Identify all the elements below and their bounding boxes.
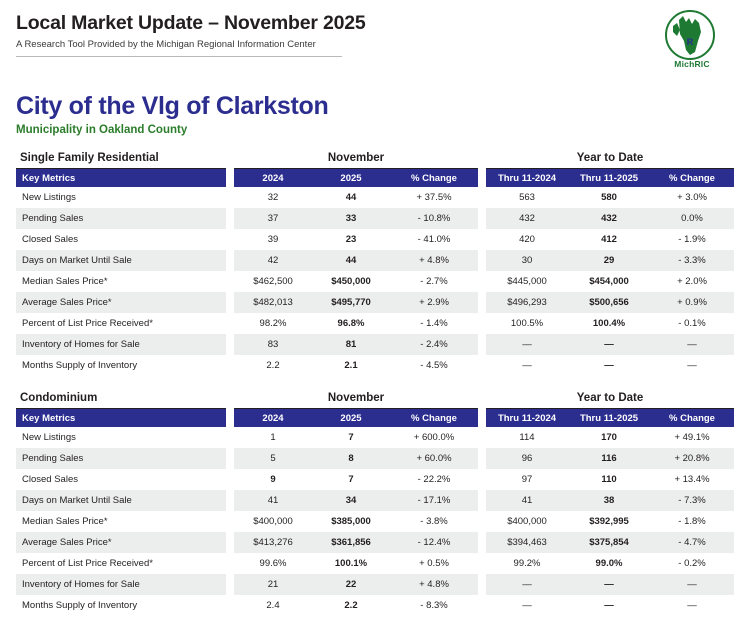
cell-ytd-change: — bbox=[687, 600, 697, 611]
table-row bbox=[16, 229, 734, 250]
cell-ytd-current: 432 bbox=[568, 208, 650, 229]
col-month-pct-change: % Change bbox=[390, 169, 478, 188]
table-row bbox=[16, 250, 734, 271]
cell-month-current: 81 bbox=[312, 334, 390, 355]
cell-month-prior: 32 bbox=[267, 192, 279, 203]
cell-ytd-prior: 30 bbox=[486, 250, 568, 271]
cell-month-prior: 42 bbox=[234, 250, 312, 271]
table-row bbox=[16, 448, 734, 469]
col-key-metrics: Key Metrics bbox=[16, 409, 226, 428]
cell-ytd-prior: $445,000 bbox=[507, 276, 547, 287]
metrics-table bbox=[16, 152, 734, 376]
cell-month-change: + 4.8% bbox=[390, 250, 478, 271]
cell-ytd-change: 0.0% bbox=[650, 208, 734, 229]
table-row bbox=[16, 292, 734, 313]
cell-month-current: $495,770 bbox=[312, 292, 390, 313]
row-label: Average Sales Price* bbox=[16, 292, 226, 313]
area-description: Municipality in Oakland County bbox=[16, 124, 188, 136]
spacer bbox=[226, 187, 234, 208]
table-row bbox=[16, 334, 734, 355]
cell-month-change: - 2.7% bbox=[420, 276, 448, 287]
spacer bbox=[478, 271, 486, 292]
svg-text:R: R bbox=[686, 37, 694, 47]
spacer bbox=[478, 292, 486, 313]
table-row bbox=[16, 271, 734, 292]
group-header-month: November bbox=[234, 392, 478, 409]
cell-ytd-prior: — bbox=[522, 600, 532, 611]
cell-month-change: - 41.0% bbox=[417, 234, 451, 245]
spacer bbox=[226, 392, 234, 409]
cell-ytd-change: + 3.0% bbox=[677, 192, 707, 203]
spacer bbox=[478, 313, 486, 334]
spacer bbox=[226, 292, 234, 313]
cell-month-current: 44 bbox=[312, 250, 390, 271]
row-label: New Listings bbox=[22, 432, 76, 443]
col-key-metrics: Key Metrics bbox=[16, 169, 226, 188]
cell-ytd-current: 99.0% bbox=[595, 558, 623, 569]
spacer bbox=[478, 334, 486, 355]
spacer bbox=[478, 469, 486, 490]
spacer bbox=[226, 313, 234, 334]
spacer bbox=[226, 334, 234, 355]
row-label: Closed Sales bbox=[22, 234, 78, 245]
spacer bbox=[226, 355, 234, 376]
cell-ytd-change: + 13.4% bbox=[674, 474, 710, 485]
cell-ytd-current: — bbox=[568, 574, 650, 595]
cell-month-change: - 4.5% bbox=[420, 360, 448, 371]
area-name: City of the Vlg of Clarkston bbox=[16, 92, 329, 120]
cell-ytd-prior: 420 bbox=[519, 234, 535, 245]
table-row bbox=[16, 187, 734, 208]
table-row bbox=[16, 532, 734, 553]
cell-ytd-current: 29 bbox=[568, 250, 650, 271]
cell-ytd-current: — bbox=[604, 600, 614, 611]
spacer bbox=[478, 532, 486, 553]
section-title: Condominium bbox=[16, 392, 226, 409]
cell-month-change: - 1.4% bbox=[420, 318, 448, 329]
cell-month-change: + 0.5% bbox=[419, 558, 449, 569]
cell-month-change: + 60.0% bbox=[390, 448, 478, 469]
col-month-current: 2025 bbox=[312, 169, 390, 188]
cell-ytd-current: $375,854 bbox=[568, 532, 650, 553]
cell-month-current: 96.8% bbox=[337, 318, 365, 329]
cell-ytd-change: - 1.9% bbox=[678, 234, 706, 245]
col-month-current: 2025 bbox=[312, 409, 390, 428]
table-block-single-family bbox=[16, 152, 734, 376]
table-row bbox=[16, 208, 734, 229]
col-month-prior: 2024 bbox=[234, 169, 312, 188]
row-label: Closed Sales bbox=[22, 474, 78, 485]
spacer bbox=[478, 553, 486, 574]
page-title: Local Market Update – November 2025 bbox=[16, 12, 366, 34]
cell-month-prior: $400,000 bbox=[253, 516, 293, 527]
cell-ytd-current: 100.4% bbox=[592, 318, 626, 329]
spacer bbox=[226, 532, 234, 553]
cell-month-change: - 2.4% bbox=[390, 334, 478, 355]
cell-month-prior: 5 bbox=[234, 448, 312, 469]
cell-month-prior: 21 bbox=[234, 574, 312, 595]
col-month-pct-change: % Change bbox=[390, 409, 478, 428]
row-label: Days on Market Until Sale bbox=[16, 490, 226, 511]
spacer bbox=[226, 469, 234, 490]
cell-month-prior: 39 bbox=[267, 234, 279, 245]
row-label: Inventory of Homes for Sale bbox=[16, 334, 226, 355]
cell-ytd-prior: 97 bbox=[521, 474, 533, 485]
key-metrics-row bbox=[16, 409, 734, 428]
cell-ytd-change: - 0.2% bbox=[678, 558, 706, 569]
spacer bbox=[226, 553, 234, 574]
logo-label: MichRIC bbox=[674, 59, 710, 69]
table-row bbox=[16, 595, 734, 616]
cell-ytd-prior: 100.5% bbox=[510, 318, 544, 329]
cell-month-change: - 17.1% bbox=[390, 490, 478, 511]
section-title: Single Family Residential bbox=[16, 152, 226, 169]
table-block-condominium bbox=[16, 392, 734, 616]
cell-month-prior: 99.6% bbox=[259, 558, 287, 569]
cell-month-prior: 37 bbox=[234, 208, 312, 229]
group-header-month: November bbox=[234, 152, 478, 169]
row-label: Average Sales Price* bbox=[16, 532, 226, 553]
cell-month-current: $450,000 bbox=[331, 276, 371, 287]
cell-month-current: 2.2 bbox=[344, 600, 358, 611]
spacer bbox=[226, 152, 234, 169]
spacer bbox=[226, 250, 234, 271]
cell-month-current: 2.1 bbox=[344, 360, 358, 371]
cell-month-change: + 2.9% bbox=[390, 292, 478, 313]
cell-ytd-change: - 4.7% bbox=[650, 532, 734, 553]
row-label: Pending Sales bbox=[16, 208, 226, 229]
cell-month-prior: $482,013 bbox=[234, 292, 312, 313]
spacer bbox=[478, 448, 486, 469]
cell-ytd-prior: 114 bbox=[519, 432, 535, 443]
cell-ytd-prior: $400,000 bbox=[507, 516, 547, 527]
col-ytd-pct-change: % Change bbox=[650, 169, 734, 188]
header-divider bbox=[16, 56, 342, 57]
row-label: Days on Market Until Sale bbox=[16, 250, 226, 271]
cell-month-current: 33 bbox=[312, 208, 390, 229]
table-row bbox=[16, 313, 734, 334]
spacer bbox=[478, 152, 486, 169]
spacer bbox=[478, 187, 486, 208]
table-row bbox=[16, 511, 734, 532]
cell-month-current: 8 bbox=[312, 448, 390, 469]
cell-ytd-current: 110 bbox=[601, 474, 617, 485]
cell-month-prior: 2.4 bbox=[266, 600, 280, 611]
cell-ytd-change: + 0.9% bbox=[650, 292, 734, 313]
spacer bbox=[478, 208, 486, 229]
cell-month-current: 23 bbox=[345, 234, 357, 245]
spacer bbox=[478, 595, 486, 616]
spacer bbox=[478, 355, 486, 376]
cell-month-change: - 8.3% bbox=[420, 600, 448, 611]
key-metrics-row bbox=[16, 169, 734, 188]
cell-month-prior: $413,276 bbox=[234, 532, 312, 553]
cell-month-current: 34 bbox=[312, 490, 390, 511]
cell-month-change: + 37.5% bbox=[416, 192, 452, 203]
row-label: Pending Sales bbox=[16, 448, 226, 469]
group-header-ytd: Year to Date bbox=[486, 392, 734, 409]
cell-ytd-change: — bbox=[650, 574, 734, 595]
row-label: Inventory of Homes for Sale bbox=[16, 574, 226, 595]
col-ytd-current: Thru 11-2025 bbox=[568, 169, 650, 188]
cell-ytd-current: — bbox=[604, 360, 614, 371]
row-label: Percent of List Price Received* bbox=[22, 318, 153, 329]
cell-month-change: + 600.0% bbox=[413, 432, 455, 443]
cell-month-current: $361,856 bbox=[312, 532, 390, 553]
cell-month-change: - 22.2% bbox=[417, 474, 451, 485]
spacer bbox=[226, 427, 234, 448]
cell-ytd-current: 170 bbox=[601, 432, 617, 443]
col-ytd-prior: Thru 11-2024 bbox=[486, 169, 568, 188]
cell-ytd-change: - 0.1% bbox=[678, 318, 706, 329]
row-label: Percent of List Price Received* bbox=[22, 558, 153, 569]
cell-ytd-prior: 41 bbox=[486, 490, 568, 511]
spacer bbox=[478, 229, 486, 250]
cell-ytd-change: — bbox=[687, 360, 697, 371]
cell-month-prior: 9 bbox=[270, 474, 276, 485]
spacer bbox=[478, 511, 486, 532]
cell-month-current: 22 bbox=[312, 574, 390, 595]
cell-month-prior: 1 bbox=[270, 432, 276, 443]
cell-month-change: - 3.8% bbox=[420, 516, 448, 527]
spacer bbox=[478, 490, 486, 511]
cell-ytd-current: $454,000 bbox=[589, 276, 629, 287]
row-label: Months Supply of Inventory bbox=[22, 360, 138, 371]
table-row bbox=[16, 355, 734, 376]
spacer bbox=[226, 409, 234, 428]
spacer bbox=[478, 169, 486, 188]
spacer bbox=[226, 229, 234, 250]
cell-ytd-change: — bbox=[650, 334, 734, 355]
cell-ytd-current: 412 bbox=[601, 234, 617, 245]
cell-ytd-prior: 96 bbox=[486, 448, 568, 469]
spacer bbox=[478, 392, 486, 409]
row-label: Median Sales Price* bbox=[22, 276, 108, 287]
cell-ytd-change: + 2.0% bbox=[677, 276, 707, 287]
col-ytd-pct-change: % Change bbox=[650, 409, 734, 428]
cell-month-change: + 4.8% bbox=[390, 574, 478, 595]
spacer bbox=[478, 427, 486, 448]
spacer bbox=[226, 208, 234, 229]
cell-month-change: - 10.8% bbox=[390, 208, 478, 229]
table-row bbox=[16, 553, 734, 574]
table-header-row bbox=[16, 392, 734, 409]
cell-ytd-prior: 563 bbox=[519, 192, 535, 203]
cell-ytd-current: 38 bbox=[568, 490, 650, 511]
spacer bbox=[226, 595, 234, 616]
col-ytd-current: Thru 11-2025 bbox=[568, 409, 650, 428]
group-header-ytd: Year to Date bbox=[486, 152, 734, 169]
table-row bbox=[16, 574, 734, 595]
cell-month-prior: 41 bbox=[234, 490, 312, 511]
cell-month-prior: $462,500 bbox=[253, 276, 293, 287]
row-label: Median Sales Price* bbox=[22, 516, 108, 527]
spacer bbox=[478, 250, 486, 271]
cell-ytd-current: $392,995 bbox=[589, 516, 629, 527]
table-row bbox=[16, 427, 734, 448]
cell-ytd-current: $500,656 bbox=[568, 292, 650, 313]
cell-month-prior: 83 bbox=[234, 334, 312, 355]
cell-month-prior: 98.2% bbox=[259, 318, 287, 329]
col-ytd-prior: Thru 11-2024 bbox=[486, 409, 568, 428]
cell-ytd-prior: $394,463 bbox=[486, 532, 568, 553]
spacer bbox=[226, 511, 234, 532]
spacer bbox=[226, 169, 234, 188]
cell-month-current: 7 bbox=[348, 474, 354, 485]
table-header-row bbox=[16, 152, 734, 169]
row-label: Months Supply of Inventory bbox=[22, 600, 138, 611]
cell-ytd-prior: 99.2% bbox=[513, 558, 541, 569]
spacer bbox=[226, 574, 234, 595]
metrics-table bbox=[16, 392, 734, 616]
spacer bbox=[226, 490, 234, 511]
cell-ytd-prior: — bbox=[522, 360, 532, 371]
cell-month-current: 100.1% bbox=[334, 558, 368, 569]
cell-ytd-prior: 432 bbox=[486, 208, 568, 229]
cell-month-current: 44 bbox=[345, 192, 357, 203]
row-label: New Listings bbox=[22, 192, 76, 203]
report-header bbox=[16, 12, 734, 70]
table-row bbox=[16, 469, 734, 490]
cell-ytd-current: 116 bbox=[568, 448, 650, 469]
cell-month-current: $385,000 bbox=[331, 516, 371, 527]
cell-ytd-current: 580 bbox=[601, 192, 617, 203]
spacer bbox=[226, 448, 234, 469]
table-row bbox=[16, 490, 734, 511]
page-subtitle: A Research Tool Provided by the Michigan Regional Information Center bbox=[16, 39, 316, 50]
cell-ytd-change: - 3.3% bbox=[650, 250, 734, 271]
cell-ytd-current: — bbox=[568, 334, 650, 355]
cell-ytd-change: + 20.8% bbox=[650, 448, 734, 469]
spacer bbox=[478, 409, 486, 428]
cell-ytd-prior: — bbox=[486, 334, 568, 355]
cell-ytd-change: + 49.1% bbox=[674, 432, 710, 443]
spacer bbox=[226, 271, 234, 292]
cell-ytd-change: - 7.3% bbox=[650, 490, 734, 511]
col-month-prior: 2024 bbox=[234, 409, 312, 428]
cell-ytd-prior: $496,293 bbox=[486, 292, 568, 313]
michigan-state-outline-icon bbox=[659, 10, 721, 62]
spacer bbox=[478, 574, 486, 595]
cell-ytd-prior: — bbox=[486, 574, 568, 595]
michric-logo bbox=[650, 10, 734, 68]
cell-month-prior: 2.2 bbox=[266, 360, 280, 371]
cell-month-current: 7 bbox=[348, 432, 354, 443]
cell-ytd-change: - 1.8% bbox=[678, 516, 706, 527]
cell-month-change: - 12.4% bbox=[390, 532, 478, 553]
